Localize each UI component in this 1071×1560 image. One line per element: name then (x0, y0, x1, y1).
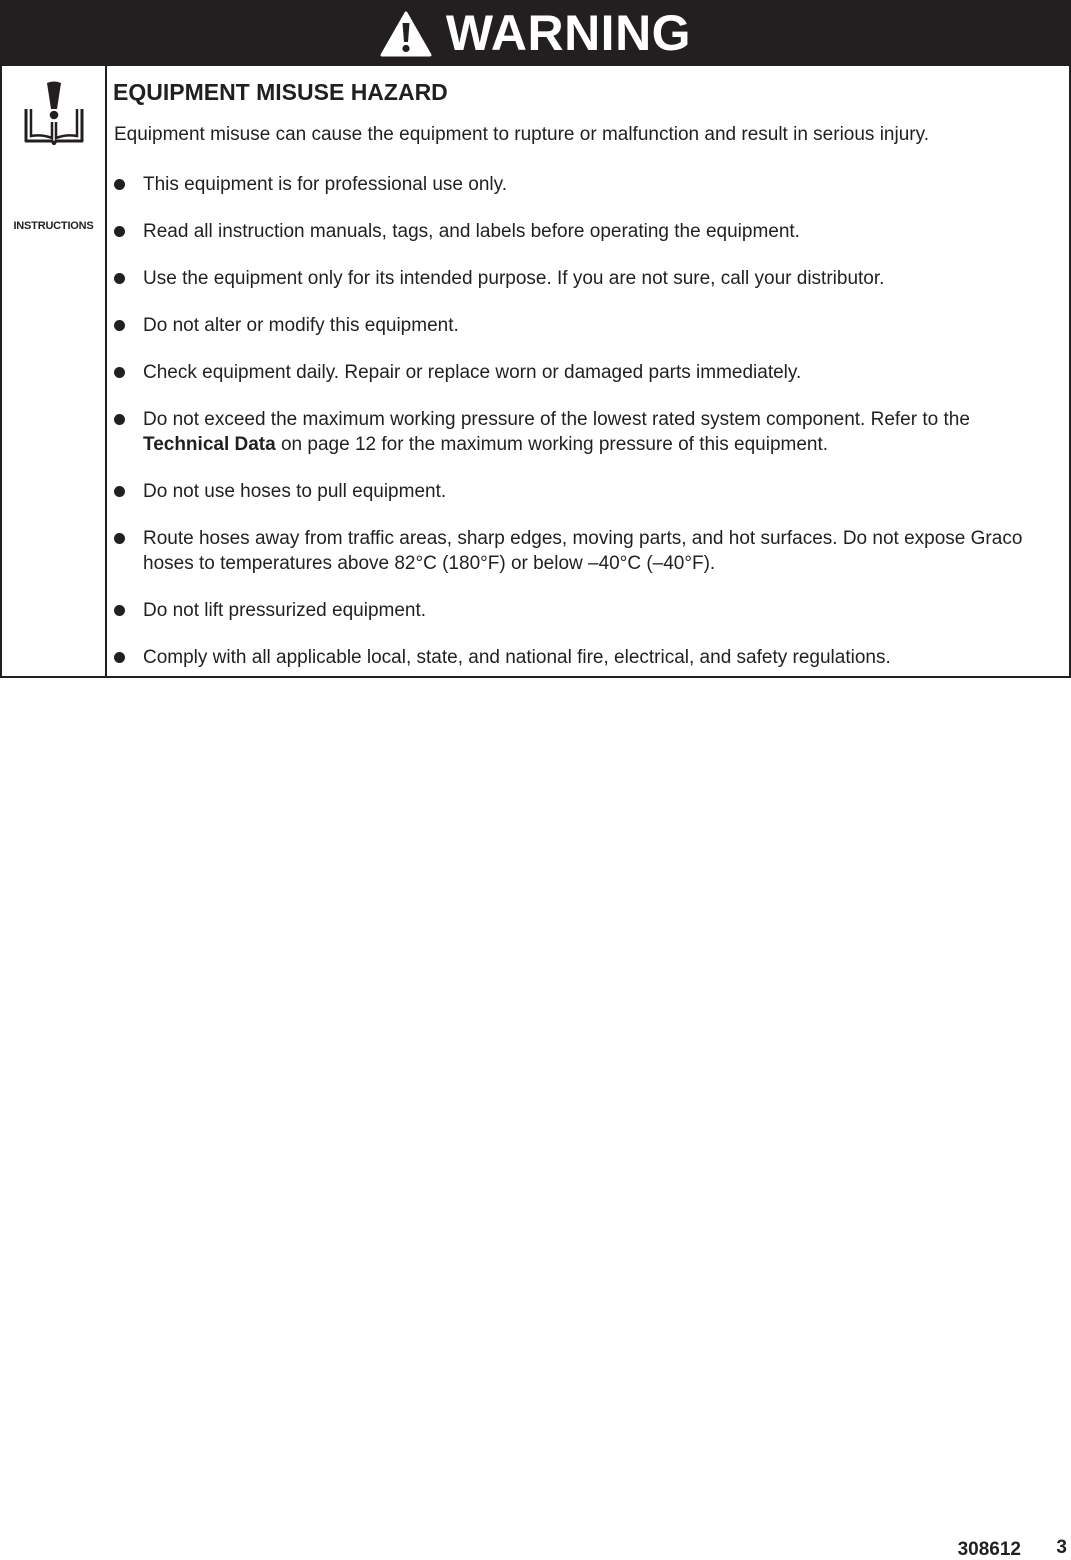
bullet-text-before: Do not exceed the maximum working pressure of the lowest rated system component. Refer to the (143, 409, 970, 430)
warning-banner (0, 0, 1071, 66)
bullet-icon (114, 533, 125, 544)
bullet-icon (114, 367, 125, 378)
list-item (113, 172, 1061, 197)
list-item (113, 598, 1061, 623)
bullet-text: Route hoses away from traffic areas, sharp edges, moving parts, and hot surfaces. Do not expose Graco hoses to temperatures above 82°C (180°F) or below –40°C (–40°F). (143, 528, 1023, 574)
technical-data-reference: Technical Data (143, 434, 276, 455)
bullet-icon (114, 414, 125, 425)
list-item (113, 407, 1061, 457)
bullet-text: Check equipment daily. Repair or replace worn or damaged parts immediately. (143, 362, 802, 383)
hazard-title: EQUIPMENT MISUSE HAZARD (113, 79, 448, 105)
bullet-icon (114, 179, 125, 190)
instructions-label: INSTRUCTIONS (13, 220, 94, 232)
bullet-text: Comply with all applicable local, state, and national fire, electrical, and safety regulations. (143, 647, 891, 668)
list-item (113, 360, 1061, 385)
warning-triangle-icon (380, 11, 432, 57)
bullet-text: Use the equipment only for its intended purpose. If you are not sure, call your distributor. (143, 268, 885, 289)
list-item (113, 219, 1061, 244)
bullet-icon (114, 273, 125, 284)
hazard-icon-cell (2, 65, 107, 676)
bullet-text: Do not use hoses to pull equipment. (143, 481, 447, 502)
list-item (113, 313, 1061, 338)
bullet-icon (114, 652, 125, 663)
bullet-text: Do not alter or modify this equipment. (143, 315, 459, 336)
list-item (113, 645, 1061, 670)
warning-title: WARNING (445, 5, 692, 61)
document-number: 308612 (957, 1539, 1021, 1560)
page-number: 3 (1056, 1537, 1067, 1558)
bullet-icon (114, 486, 125, 497)
list-item (113, 479, 1061, 504)
hazard-bullet-list (113, 172, 1061, 670)
bullet-icon (114, 605, 125, 616)
bullet-text: Read all instruction manuals, tags, and labels before operating the equipment. (143, 221, 800, 242)
bullet-text-after: on page 12 for the maximum working pressure of this equipment. (280, 434, 829, 455)
list-item (113, 266, 1061, 291)
bullet-text: Do not lift pressurized equipment. (143, 600, 427, 621)
bullet-icon (114, 226, 125, 237)
list-item (113, 526, 1061, 576)
bullet-icon (114, 320, 125, 331)
instructions-book-icon (24, 81, 84, 145)
hazard-intro: Equipment misuse can cause the equipment to rupture or malfunction and result in serious injury. (114, 124, 929, 145)
bullet-text: This equipment is for professional use only. (143, 174, 507, 195)
